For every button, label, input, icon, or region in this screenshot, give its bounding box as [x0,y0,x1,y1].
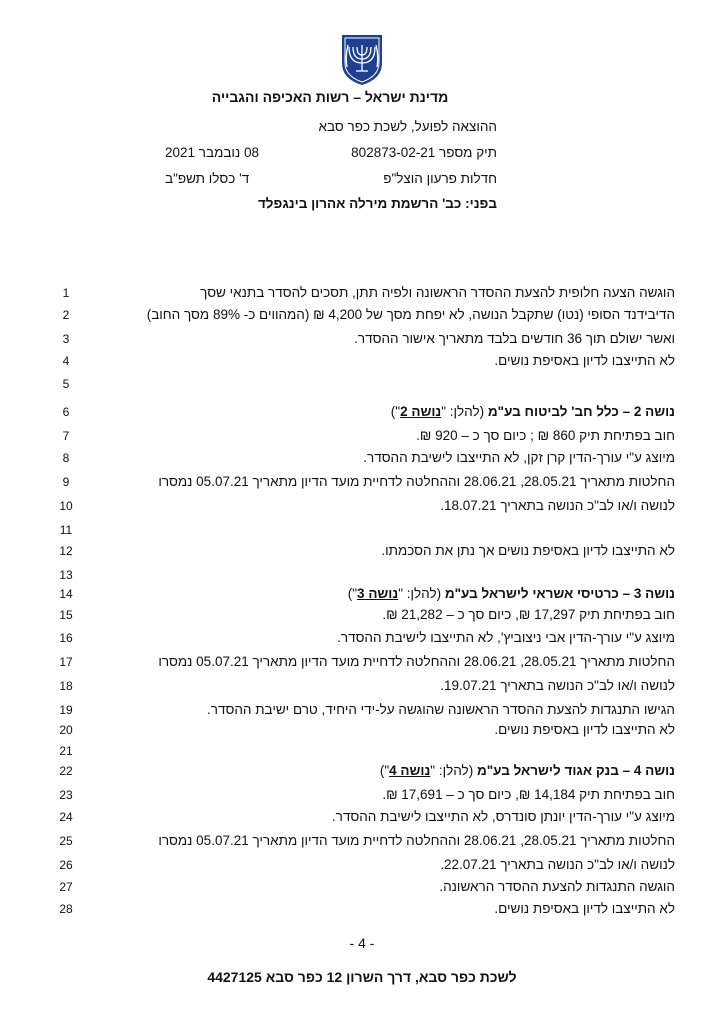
creditor-alias: נושה 2 [400,404,442,419]
line-text [95,402,675,422]
line-number: 16 [59,631,73,645]
line-text: הדיבידנד הסופי (נטו) שתקבל הנושה, לא יפחת מסך של 4,200 ₪ (המהווים כ- 89% מסך החוב) [146,307,675,322]
line-text [95,374,675,394]
line-number: 4 [62,354,70,368]
state-emblem-icon [339,33,385,87]
creditor-alias: נושה 4 [389,763,431,778]
line-number: 12 [59,544,73,558]
line-text: החלטות מתאריך 28.05.21, 28.06.21 וההחלטה לדחיית מועד הדיון מתאריך 05.07.21 נמסרו [158,474,675,489]
line-number: 18 [59,679,73,693]
line-number: 17 [59,655,73,669]
line-number: 2 [62,308,70,322]
line-number: 25 [59,834,73,848]
line-number: 9 [62,475,70,489]
line-text: מיוצג ע"י עורך-הדין יונתן סונדרס, לא התייצבו לישיבת ההסדר. [331,809,675,824]
date-hebrew: ד' כסלו תשפ"ב [165,171,250,186]
line-text [95,565,675,585]
creditor-alias-suffix: ") [390,404,401,419]
line-text: לנושה ו/או לב"כ הנושה בתאריך 18.07.21. [440,498,675,513]
line-number: 22 [59,764,73,778]
line-text: מיוצג ע"י עורך-הדין אבי ניצוביץ', לא התייצבו לישיבת ההסדר. [337,630,675,645]
line-number: 8 [62,451,70,465]
line-text [95,584,675,604]
line-text: הוגשה הצעה חלופית להצעת ההסדר הראשונה ולפיה תתן, תסכים להסדר בתנאי שסך [200,285,675,300]
line-text: לנושה ו/או לב"כ הנושה בתאריך 19.07.21. [440,678,675,693]
creditor-alias-suffix: ") [347,586,358,601]
line-text: הוגשה התנגדות להצעת ההסדר הראשונה. [439,879,675,894]
creditor-alias-prefix: (להלן: " [430,763,477,778]
before-registrar: בפני: כב' הרשמת מירלה אהרון בינגפלד [257,196,497,211]
line-text [95,520,675,540]
line-number: 26 [59,858,73,872]
line-number: 20 [59,723,73,737]
line-text: הגישו התנגדות להצעת ההסדר הראשונה שהוגשה על-ידי היחיד, טרם ישיבת ההסדר. [207,702,675,717]
line-text: חוב בפתיחת תיק 860 ₪ ; כיום סך כ – 920 ₪. [416,428,675,443]
line-text: לנושה ו/או לב"כ הנושה בתאריך 22.07.21. [440,857,675,872]
line-text [95,741,675,761]
line-text: החלטות מתאריך 28.05.21, 28.06.21 וההחלטה לדחיית מועד הדיון מתאריך 05.07.21 נמסרו [158,833,675,848]
line-number: 7 [62,429,70,443]
creditor-alias-suffix: ") [379,763,390,778]
line-text [95,761,675,781]
line-number: 14 [59,587,73,601]
case-number: תיק מספר 802873-02-21 [351,145,497,160]
line-number: 15 [59,608,73,622]
line-number: 27 [59,880,73,894]
office-name: ההוצאה לפועל, לשכת כפר סבא [318,119,497,134]
line-number: 23 [59,788,73,802]
date-gregorian: 08 נובמבר 2021 [165,145,259,160]
line-number: 11 [59,523,73,537]
line-number: 19 [59,703,73,717]
case-type: חדלות פרעון הוצל"פ [383,171,497,186]
line-text: לא התייצבו לדיון באסיפת נושים. [494,353,675,368]
footer-address: לשכת כפר סבא, דרך השרון 12 כפר סבא 4427125 [207,969,517,985]
organization-title: מדינת ישראל – רשות האכיפה והגבייה [211,89,449,105]
line-text: לא התייצבו לדיון באסיפת נושים. [494,722,675,737]
line-text: חוב בפתיחת תיק 17,297 ₪, כיום סך כ – 21,282 ₪. [382,607,675,622]
line-number: 5 [62,377,70,391]
line-text: לא התייצבו לדיון באסיפת נושים אך נתן את הסכמתו. [381,543,675,558]
line-text: לא התייצבו לדיון באסיפת נושים. [494,901,675,916]
line-text: החלטות מתאריך 28.05.21, 28.06.21 וההחלטה לדחיית מועד הדיון מתאריך 05.07.21 נמסרו [158,654,675,669]
line-number: 13 [59,568,73,582]
creditor-heading: נושה 2 – כלל חב' לביטוח בע"מ [487,404,675,419]
line-number: 28 [59,902,73,916]
creditor-alias-prefix: (להלן: " [441,404,488,419]
line-number: 21 [59,744,73,758]
creditor-heading: נושה 3 – כרטיסי אשראי לישראל בע"מ [444,586,675,601]
line-number: 10 [59,499,73,513]
page-number: - 4 - [349,935,375,951]
line-number: 6 [62,405,70,419]
creditor-alias-prefix: (להלן: " [398,586,445,601]
line-text: מיוצג ע"י עורך-הדין קרן זקן, לא התייצבו לישיבת ההסדר. [363,450,675,465]
creditor-alias: נושה 3 [357,586,399,601]
line-text: ואשר ישולם תוך 36 חודשים בלבד מתאריך אישור ההסדר. [354,331,675,346]
line-number: 24 [59,810,73,824]
line-number: 3 [62,332,70,346]
line-number: 1 [62,286,70,300]
creditor-heading: נושה 4 – בנק אגוד לישראל בע"מ [476,763,675,778]
line-text: חוב בפתיחת תיק 14,184 ₪, כיום סך כ – 17,691 ₪. [382,787,675,802]
